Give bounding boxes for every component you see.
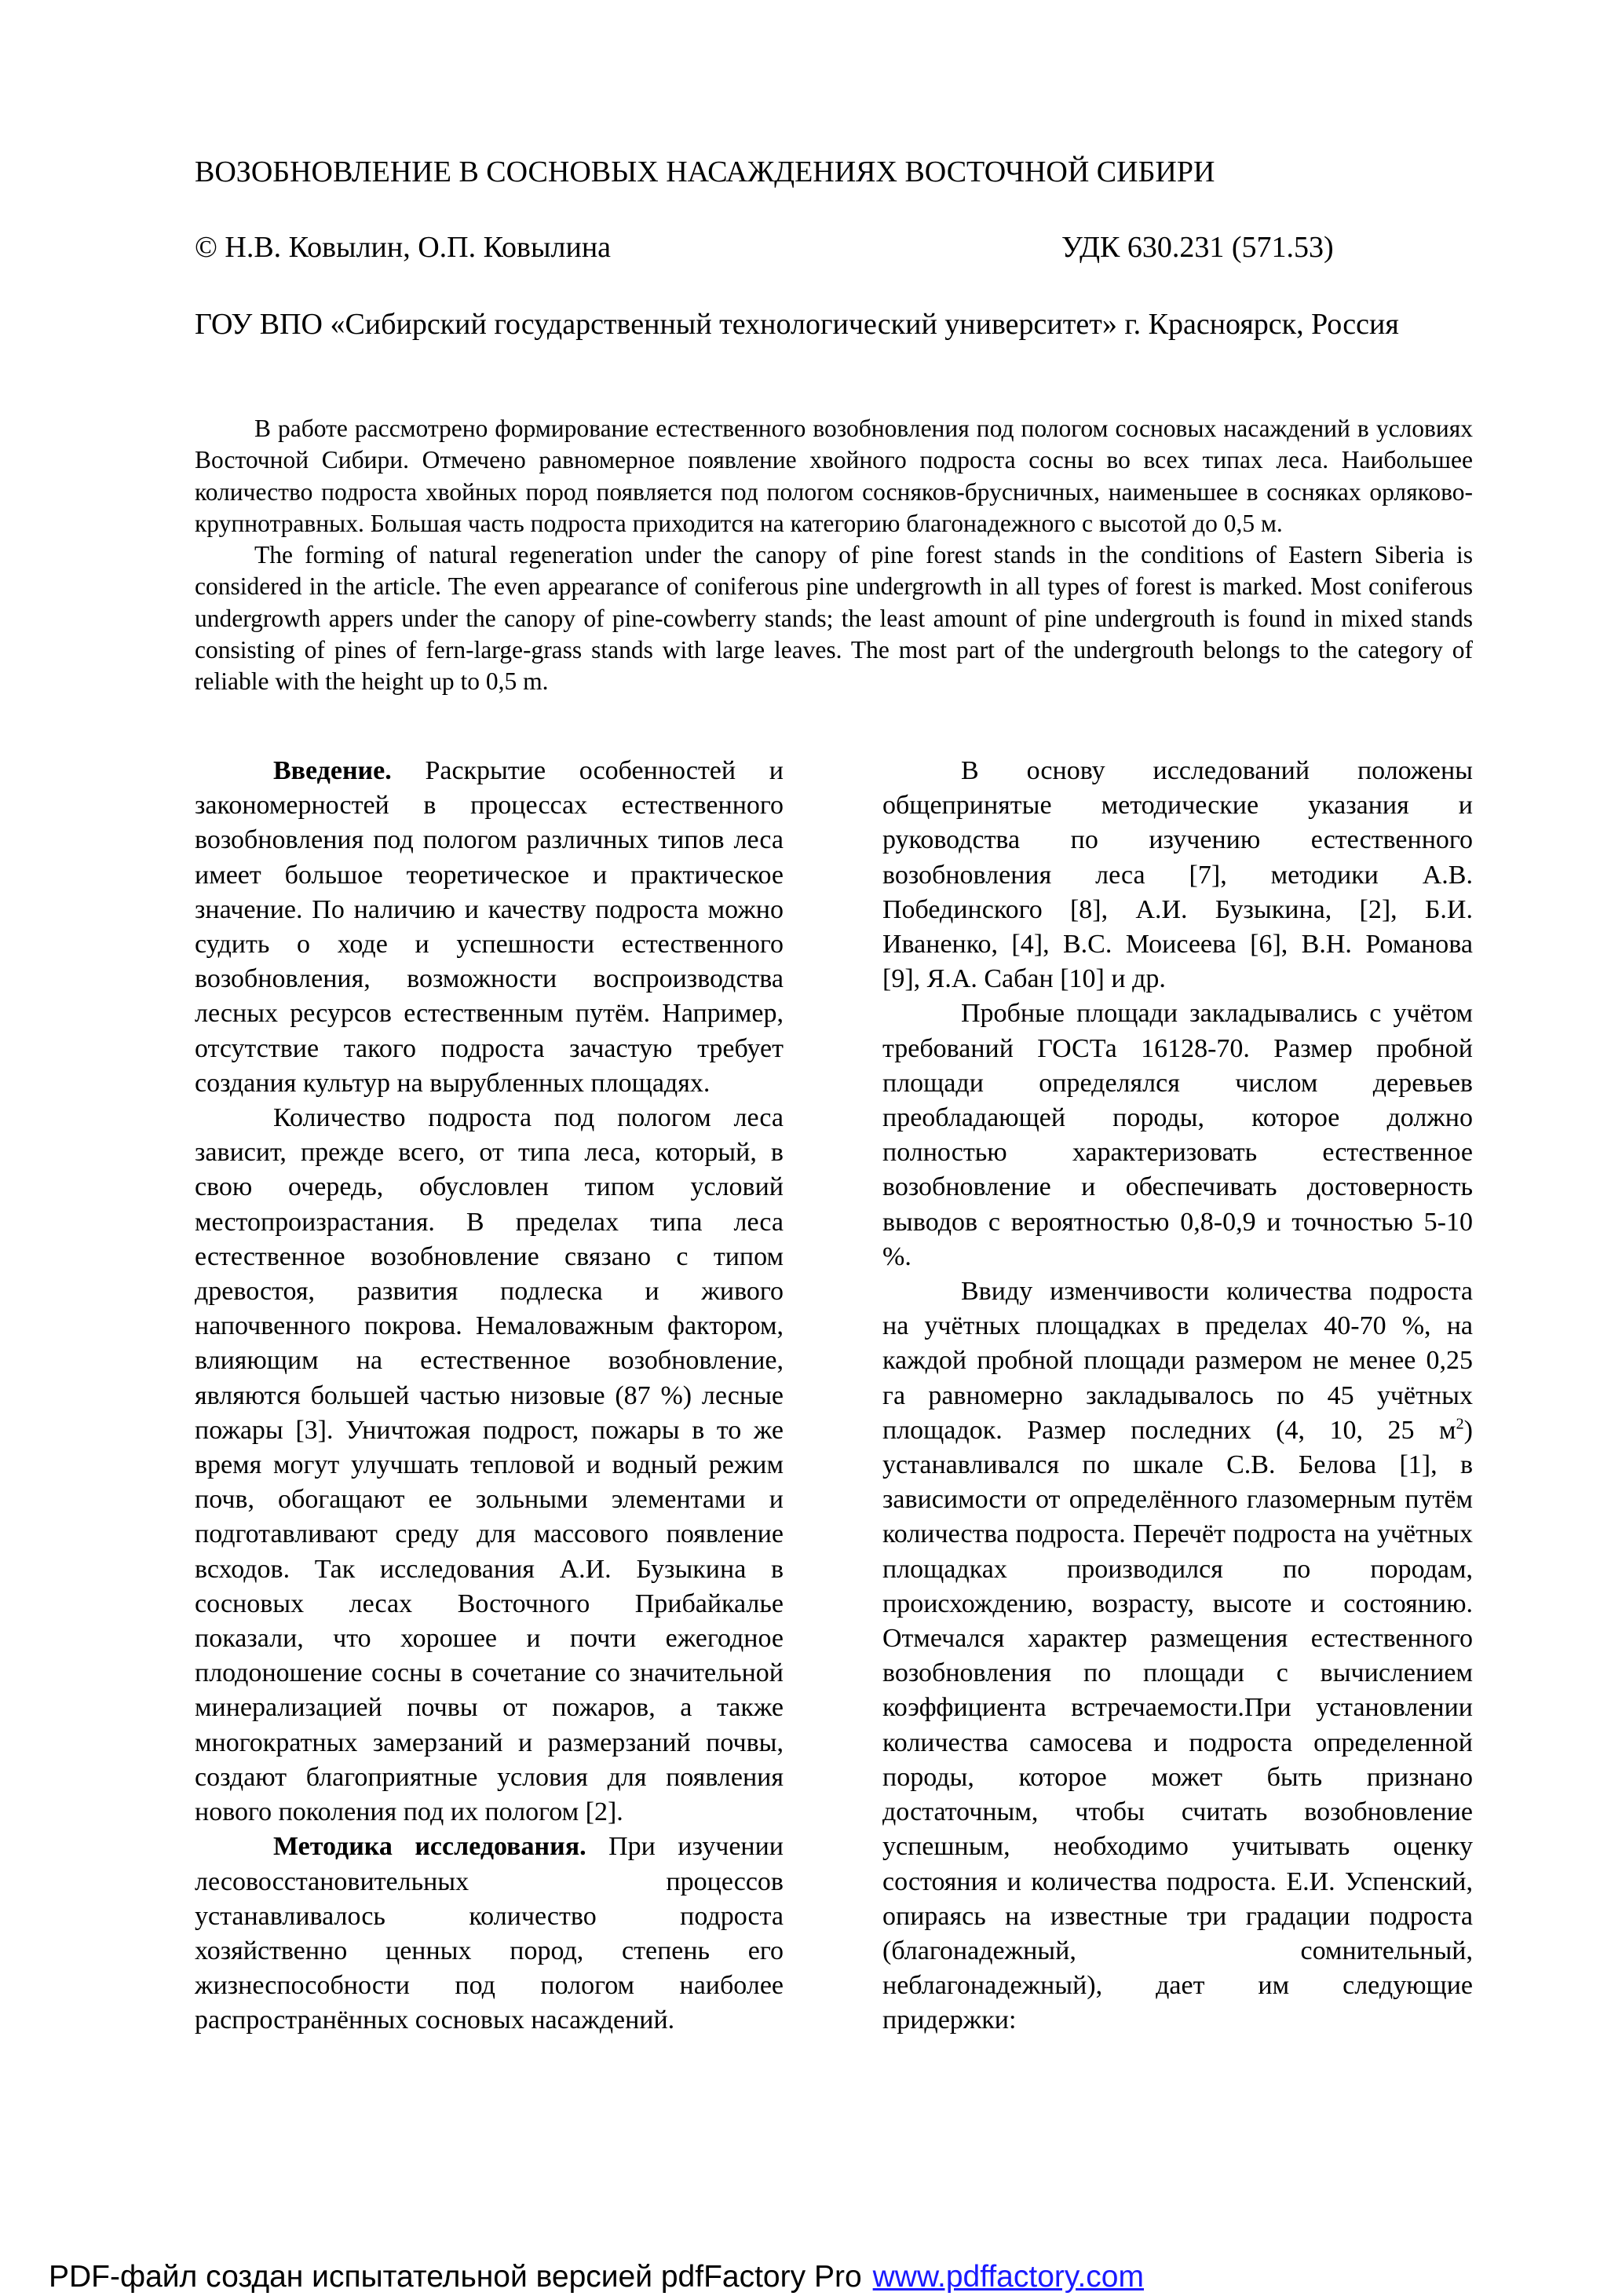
footer-text: PDF-файл создан испытательной версией pdfFactory Pro — [49, 2260, 862, 2294]
abstract-russian: В работе рассмотрено формирование естественного возобновления под пологом сосновых насаждений в условиях Восточной Сибири. Отмечено равномерное появление хвойного подроста сосны во всех типах леса. Наибольшее количество подроста хвойных пород появляется под пологом сосняков-брусничных, наименьшее в сосняках орляково-крупнотравных. Большая часть подроста приходится на категорию благонадежного с высотой до 0,5 м. — [195, 415, 1473, 537]
authors: © Н.В. Ковылин, О.П. Ковылина — [195, 231, 612, 264]
abstract — [195, 413, 1473, 698]
udk-code: УДК 630.231 (571.53) — [1061, 231, 1334, 264]
accounting-text-start: Ввиду изменчивости количества подроста на учётных площадках в пределах 40-70 %, на каждой пробной площади размером не менее 0,25 га равномерно закладывалось по 45 учётных площадок. Размер последних (4, 10, 25 м — [882, 1277, 1473, 1445]
sample-plots-paragraph: Пробные площади закладывались с учётом требований ГОСТа 16128-70. Размер пробной площади определялся числом деревьев преобладающей породы, которое должно полностью характеризовать естественное возобновление и обеспечивать достоверность выводов с вероятностью 0,8-0,9 и точностью 5-10 %. — [882, 999, 1473, 1271]
affiliation: ГОУ ВПО «Сибирский государственный технологический университет» г. Красноярск, Россия — [195, 308, 1399, 341]
methodology-text: При изучении лесовосстановительных процессов устанавливалось количество подроста хозяйственно ценных пород, степень его жизнеспособности под пологом наиболее распространённых сосновых насаждений. — [195, 1832, 784, 2035]
methodology-heading: Методика исследования. — [273, 1832, 586, 1862]
introduction-paragraph — [195, 754, 784, 1101]
fire-paragraph: Количество подроста под пологом леса зависит, прежде всего, от типа леса, который, в свою очередь, обусловлен типом условий местопроизрастания. В пределах типа леса естественное возобновление связано с типом древостоя, развития подлеска и живого напочвенного покрова. Немаловажным фактором, влияющим на естественное возобновление, являются большей частью низовые (87 %) лесные пожары [3]. Уничтожая подрост, пожары в то же время могут улучшать тепловой и водный режим почв, обогащают ее зольными элементами и подготавливают среду для массового появление всходов. Так исследования А.И. Бузыкина в сосновых лесах Восточного Прибайкалье показали, что хорошее и почти ежегодное плодоношение сосны в сочетание со значительной минерализацией почвы от пожаров, а также многократных замерзаний и размерзаний почвы, создают благоприятные условия для появления нового поколения под их пологом [2]. — [195, 1103, 784, 1827]
superscript-two: 2 — [1456, 1415, 1464, 1433]
methodology-paragraph — [195, 1830, 784, 2038]
right-column — [882, 754, 1473, 2038]
methods-basis-paragraph: В основу исследований положены общепринятые методические указания и руководства по изучению естественного возобновления леса [7], методики А.В. Побединского [8], А.И. Бузыкина, [2], Б.И. Иваненко, [4], В.С. Моисеева [6], В.Н. Романова [9], Я.А. Сабан [10] и др. — [882, 756, 1473, 994]
introduction-heading: Введение. — [273, 756, 392, 785]
paper-title: ВОЗОБНОВЛЕНИЕ В СОСНОВЫХ НАСАЖДЕНИЯХ ВОСТОЧНОЙ СИБИРИ — [195, 155, 1215, 188]
introduction-text: Раскрытие особенностей и закономерностей в процессах естественного возобновления под пологом различных типов леса имеет большое теоретическое и практическое значение. По наличию и качеству подроста можно судить о ходе и успешности естественного возобновления, возможности воспроизводства лесных ресурсов естественным путём. Например, отсутствие такого подроста зачастую требует создания культур на вырубленных площадях. — [195, 756, 784, 1098]
abstract-english: The forming of natural regeneration under the canopy of pine forest stands in the conditions of Eastern Siberia is considered in the article. The even appearance of coniferous pine undergrowth in all types of forest is marked. Most coniferous undergrowth appers under the canopy of pine-cowberry stands; the least amount of pine undergrouth is found in mixed stands consisting of pines of fern-large-grass stands with large leaves. The most part of the undergrouth belongs to the category of reliable with the height up to 0,5 m. — [195, 541, 1473, 696]
left-column — [195, 754, 784, 2038]
footer-link[interactable]: www.pdffactory.com — [872, 2260, 1144, 2294]
accounting-text-end: ) устанавливался по шкале С.В. Белова [1], в зависимости от определённого глазомерным путём количества подроста. Перечёт подроста на учётных площадках производился по породам, происхождению, возрасту, высоте и состоянию. Отмечался характер размещения естественного возобновления по площади с вычислением коэффициента встречаемости.При установлении количества самосева и подроста определенной породы, которое может быть признано достаточным, чтобы считать возобновление успешным, необходимо учитывать оценку состояния и количества подроста. Е.И. Успенский, опираясь на известные три градации подроста (благонадежный, сомнительный, неблагонадежный), дает им следующие придержки: — [882, 1415, 1473, 2035]
accounting-plots-paragraph — [882, 1274, 1473, 2038]
pdf-watermark-footer — [49, 2259, 1144, 2295]
